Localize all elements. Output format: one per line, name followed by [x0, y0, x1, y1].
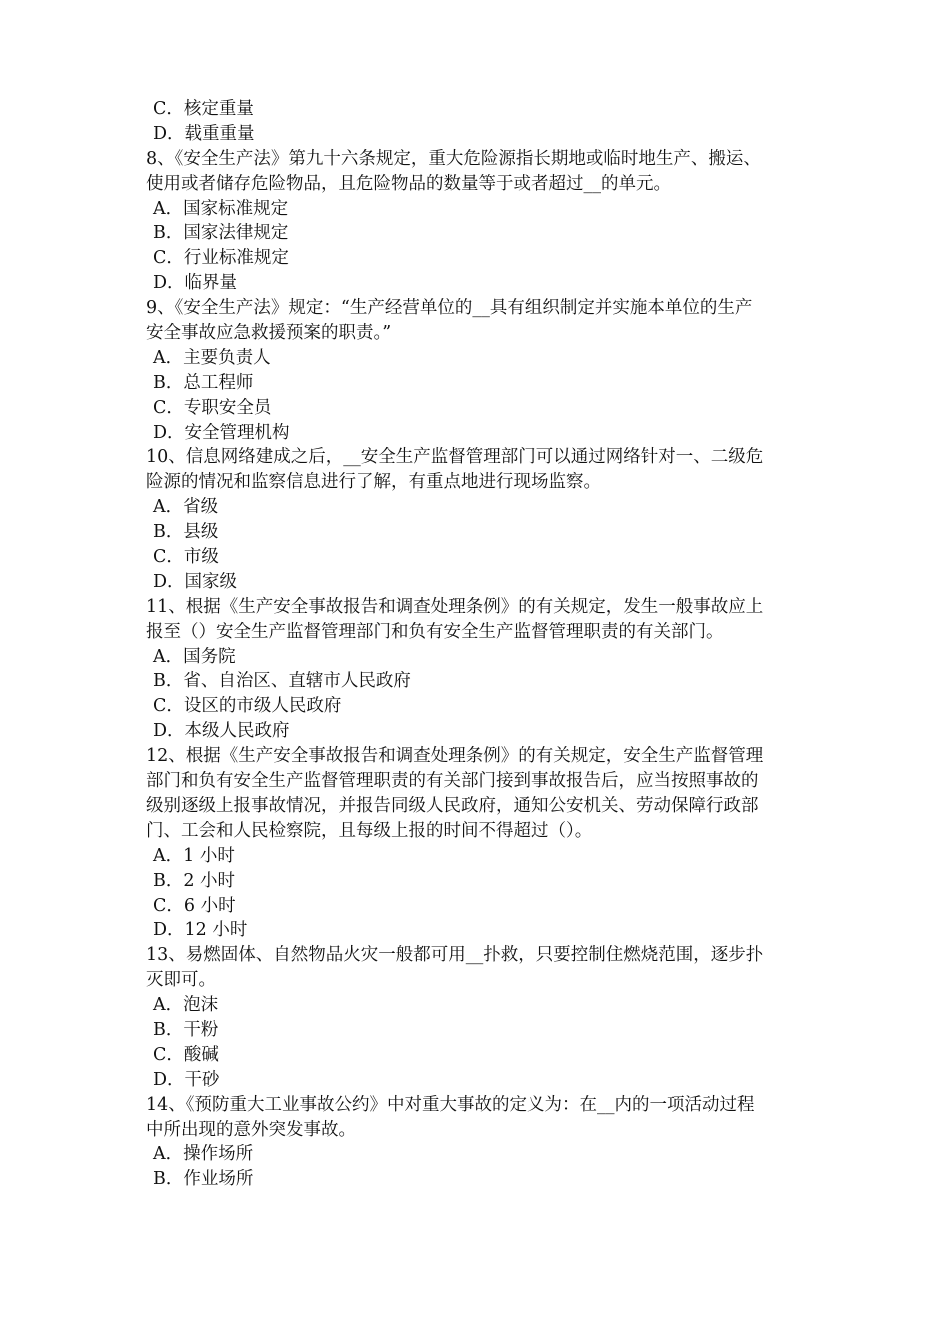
answer-option: A．国务院 [153, 646, 236, 667]
answer-option: A．国家标准规定 [153, 198, 289, 219]
question-text: 8、《安全生产法》第九十六条规定，重大危险源指长期地或临时地生产、搬运、 [146, 148, 761, 169]
answer-option: C．行业标准规定 [153, 248, 289, 269]
answer-option: C．6 小时 [153, 895, 236, 916]
question-text: 使用或者储存危险物品，且危险物品的数量等于或者超过__的单元。 [146, 173, 671, 194]
question-text: 险源的情况和监察信息进行了解，有重点地进行现场监察。 [146, 472, 601, 493]
answer-option: D．安全管理机构 [153, 422, 290, 443]
question-text: 门、工会和人民检察院，且每级上报的时间不得超过（）。 [146, 820, 593, 841]
answer-option: A．泡沫 [153, 995, 219, 1016]
answer-option: A．主要负责人 [153, 347, 271, 368]
answer-option: B．2 小时 [153, 870, 236, 891]
question-text: 级别逐级上报事故情况，并报告同级人民政府，通知公安机关、劳动保障行政部 [146, 795, 759, 816]
answer-option: D．本级人民政府 [153, 721, 290, 742]
question-text: 13、易燃固体、自然物品火灾一般都可用__扑救，只要控制住燃烧范围，逐步扑 [146, 945, 764, 966]
answer-option: B．干粉 [153, 1019, 219, 1040]
answer-option: C．市级 [153, 547, 219, 568]
question-text: 10、信息网络建成之后，__安全生产监督管理部门可以通过网络针对一、二级危 [146, 447, 764, 468]
question-text: 14、《预防重大工业事故公约》中对重大事故的定义为：在__内的一项活动过程 [146, 1094, 755, 1115]
answer-option: A．1 小时 [153, 845, 235, 866]
question-text: 12、根据《生产安全事故报告和调查处理条例》的有关规定，安全生产监督管理 [146, 746, 764, 767]
answer-option: A．省级 [153, 497, 219, 518]
answer-option: D．12 小时 [153, 920, 248, 941]
answer-option: B．县级 [153, 522, 219, 543]
answer-option: C．酸碱 [153, 1044, 219, 1065]
question-text: 中所出现的意外突发事故。 [146, 1119, 356, 1140]
answer-option: B．作业场所 [153, 1169, 254, 1190]
answer-option: B．国家法律规定 [153, 223, 289, 244]
answer-option: D．临界量 [153, 273, 238, 294]
answer-option: D．干砂 [153, 1069, 220, 1090]
answer-option: B．总工程师 [153, 372, 254, 393]
answer-option: D．国家级 [153, 571, 238, 592]
answer-option: B．省、自治区、直辖市人民政府 [153, 671, 411, 692]
document-page [146, 97, 814, 1192]
answer-option: C．专职安全员 [153, 397, 272, 418]
question-text: 灭即可。 [146, 970, 216, 991]
answer-option: D．载重重量 [153, 123, 255, 144]
answer-option: C．核定重量 [153, 99, 254, 119]
answer-option: C．设区的市级人民政府 [153, 696, 342, 717]
question-text: 部门和负有安全生产监督管理职责的有关部门接到事故报告后，应当按照事故的 [146, 771, 759, 792]
question-text: 11、根据《生产安全事故报告和调查处理条例》的有关规定，发生一般事故应上 [146, 596, 764, 617]
question-text: 报至（）安全生产监督管理部门和负有安全生产监督管理职责的有关部门。 [146, 621, 724, 642]
question-text: 9、《安全生产法》规定：“生产经营单位的__具有组织制定并实施本单位的生产 [146, 298, 753, 319]
question-text: 安全事故应急救援预案的职责。” [146, 323, 392, 344]
answer-option: A．操作场所 [153, 1144, 254, 1165]
